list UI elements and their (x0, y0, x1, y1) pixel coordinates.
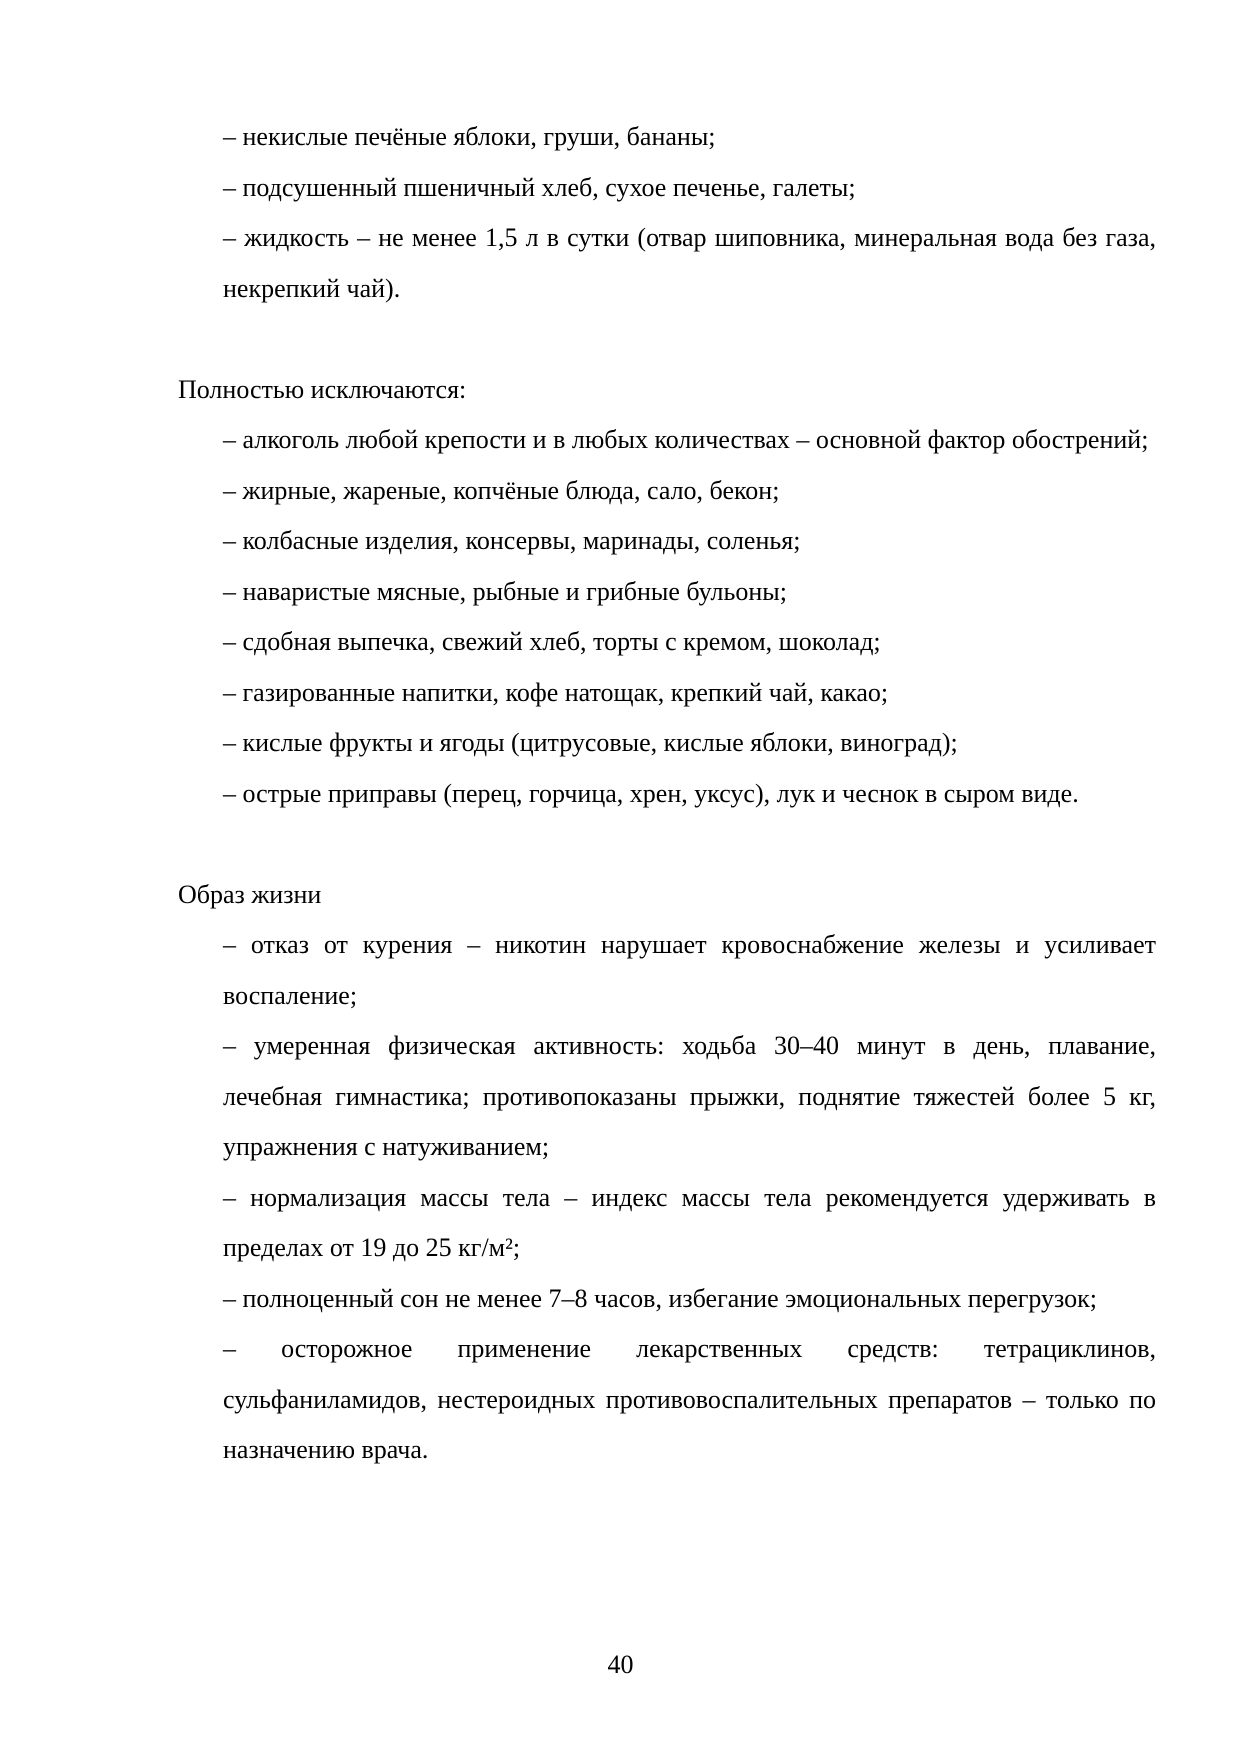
list-item: – некислые печёные яблоки, груши, бананы; (223, 122, 716, 151)
list-item: – острые приправы (перец, горчица, хрен, уксус), лук и чеснок в сыром виде. (223, 778, 1079, 808)
list-item: – колбасные изделия, консервы, маринады, соленья; (223, 526, 801, 555)
list-item: – алкоголь любой крепости и в любых количествах – основной фактор обострений; (223, 425, 1149, 454)
list-item: – наваристые мясные, рыбные и грибные бульоны; (223, 576, 787, 606)
list-item: – нормализация массы тела – индекс массы тела рекомендуется удерживать в пределах от 19 до 25 кг/м²; (223, 1182, 1156, 1262)
section-heading-excluded: Полностью исключаются: (178, 374, 467, 404)
list-item: – осторожное применение лекарственных средств: тетрациклинов, сульфаниламидов, нестероидных противовоспалительных препаратов – только по назначению врача. (223, 1334, 1156, 1464)
list-item: – полноценный сон не менее 7–8 часов, избегание эмоциональных перегрузок; (223, 1283, 1098, 1313)
page-number: 40 (607, 1650, 634, 1679)
list-item: – подсушенный пшеничный хлеб, сухое печенье, галеты; (223, 172, 856, 202)
list-item: – жирные, жареные, копчёные блюда, сало, бекон; (223, 475, 780, 505)
list-item: – умеренная физическая активность: ходьба 30–40 минут в день, плавание, лечебная гимнастика; противопоказаны прыжки, поднятие тяжестей более 5 кг, упражнения с натуживанием; (223, 1031, 1156, 1161)
list-item: – газированные напитки, кофе натощак, крепкий чай, какао; (223, 677, 889, 707)
list-item: – жидкость – не менее 1,5 л в сутки (отвар шиповника, минеральная вода без газа, некрепкий чай). (223, 223, 1156, 303)
page-body (178, 112, 1156, 1476)
list-item: – сдобная выпечка, свежий хлеб, торты с кремом, шоколад; (223, 627, 881, 656)
paragraph-gap (178, 819, 1156, 870)
list-item: – кислые фрукты и ягоды (цитрусовые, кислые яблоки, виноград); (223, 728, 958, 757)
section-heading-lifestyle: Образ жизни (178, 879, 322, 909)
paragraph-gap (178, 314, 1156, 365)
list-item: – отказ от курения – никотин нарушает кровоснабжение железы и усиливает воспаление; (223, 930, 1156, 1010)
